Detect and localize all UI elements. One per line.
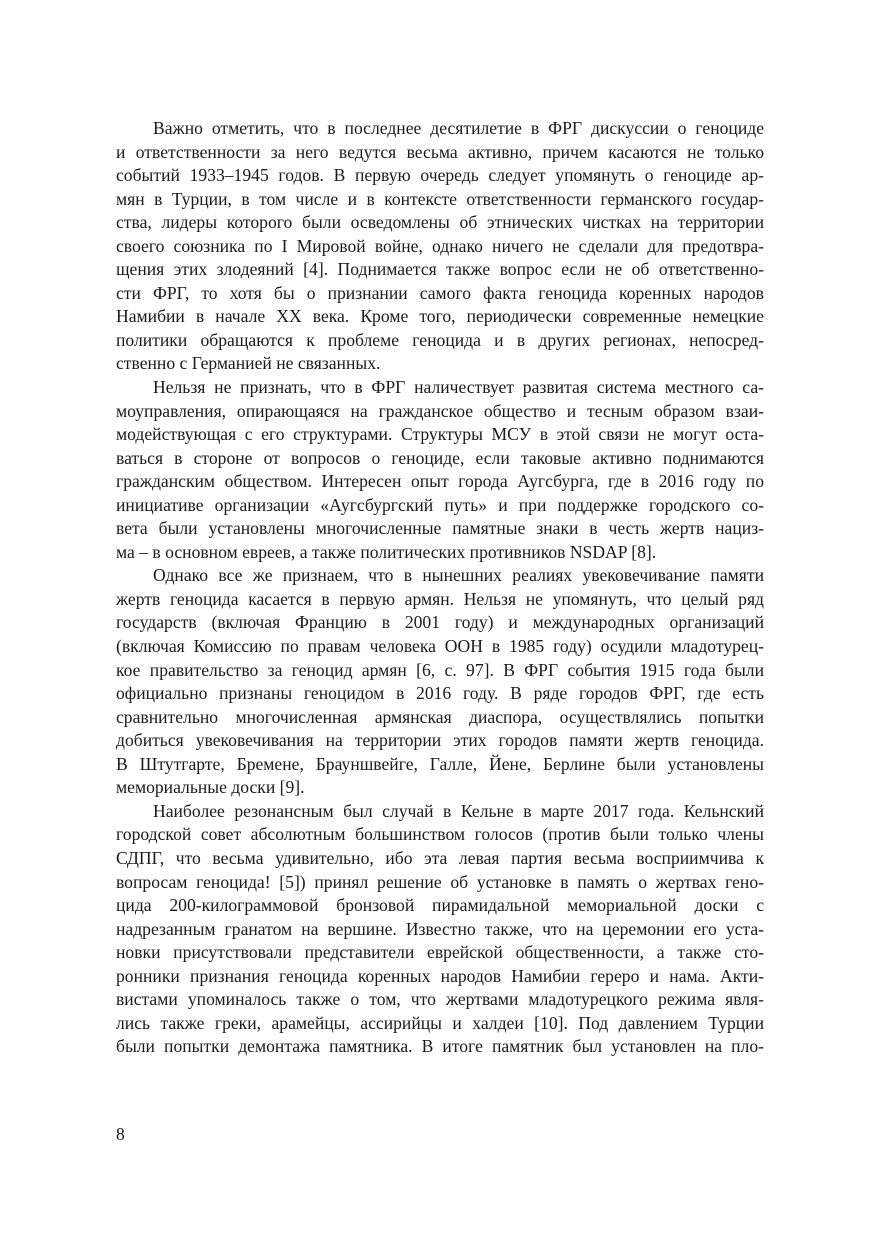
text-line: городской совет абсолютным большинством голосов (против были только члены: [116, 824, 764, 845]
text-line: В Штутгарте, Бремене, Брауншвейге, Галле, Йене, Берлине были установлены: [116, 753, 764, 774]
text-line: Важно отметить, что в последнее десятилетие в ФРГ дискуссии о геноциде: [153, 118, 764, 138]
text-line: сти ФРГ, то хотя бы о признании самого факта геноцида коренных народов: [116, 282, 764, 303]
text-line: кое правительство за геноцид армян [6, с. 97]. В ФРГ события 1915 года были: [116, 659, 764, 680]
text-line: политики обращаются к проблеме геноцида и в других регионах, непосред-: [116, 329, 764, 350]
text-line: Нельзя не признать, что в ФРГ наличествует развитая система местного са-: [153, 377, 764, 398]
text-line: вистами упоминалось также о том, что жертвами младотурецкого режима явля-: [116, 989, 764, 1010]
text-line: ства, лидеры которого были осведомлены об этнических чистках на территории: [116, 212, 764, 233]
text-line: сравнительно многочисленная армянская диаспора, осуществлялись попытки: [116, 706, 764, 727]
text-line: лись также греки, арамейцы, ассирийцы и халдеи [10]. Под давлением Турции: [116, 1012, 764, 1033]
text-line: Намибии в начале XX века. Кроме того, периодически современные немецкие: [116, 306, 764, 327]
text-line: (включая Комиссию по правам человека ООН в 1985 году) осудили младотурец-: [116, 636, 764, 657]
text-line: ронники признания геноцида коренных народов Намибии гереро и нама. Акти-: [116, 965, 764, 986]
text-line: событий 1933–1945 годов. В первую очередь следует упомянуть о геноциде ар-: [116, 165, 764, 186]
page-number: 8: [116, 1124, 125, 1144]
text-line: жертв геноцида касается в первую армян. Нельзя не упомянуть, что целый ряд: [116, 588, 764, 609]
text-line: гражданским обществом. Интересен опыт города Аугсбурга, где в 2016 году по: [116, 471, 764, 492]
text-line: ма – в основном евреев, а также политических противников NSDAP [8].: [116, 541, 657, 562]
text-line: вопросам геноцида! [5]) принял решение об установке в память о жертвах гено-: [116, 871, 764, 892]
text-line: инициативе организации «Аугсбургский путь» и при поддержке городского со-: [116, 494, 764, 515]
text-line: СДПГ, что весьма удивительно, ибо эта левая партия весьма восприимчива к: [116, 847, 764, 868]
text-line: моуправления, опирающаяся на гражданское общество и тесным образом взаи-: [116, 400, 764, 421]
body-text: [116, 117, 764, 1059]
text-line: государств (включая Францию в 2001 году) и международных организаций: [116, 612, 764, 633]
text-line: щения этих злодеяний [4]. Поднимается также вопрос если не об ответственно-: [116, 259, 764, 280]
text-line: своего союзника по I Мировой войне, однако ничего не сделали для предотвра-: [116, 235, 764, 256]
text-line: мемориальные доски [9].: [116, 777, 305, 798]
text-line: официально признаны геноцидом в 2016 году. В ряде городов ФРГ, где есть: [116, 683, 764, 704]
text-line: ваться в стороне от вопросов о геноциде, если таковые активно поднимаются: [116, 447, 764, 468]
text-line: модействующая с его структурами. Структуры МСУ в этой связи не могут оста-: [116, 424, 764, 445]
text-line: вета были установлены многочисленные памятные знаки в честь жертв нациз-: [116, 518, 764, 539]
text-line: были попытки демонтажа памятника. В итоге памятник был установлен на пло-: [116, 1036, 764, 1057]
text-line: новки присутствовали представители еврейской общественности, а также сто-: [116, 942, 764, 963]
text-line: Однако все же признаем, что в нынешних реалиях увековечивание памяти: [153, 565, 764, 586]
text-line: и ответственности за него ведутся весьма активно, причем касаются не только: [116, 141, 764, 162]
text-line: мян в Турции, в том числе и в контексте ответственности германского государ-: [116, 188, 764, 209]
text-line: ственно с Германией не связанных.: [116, 353, 381, 374]
text-line: Наиболее резонансным был случай в Кельне в марте 2017 года. Кельнский: [153, 800, 764, 821]
text-line: надрезанным гранатом на вершине. Известно также, что на церемонии его уста-: [116, 918, 764, 939]
text-line: добиться увековечивания на территории этих городов памяти жертв геноцида.: [116, 730, 764, 751]
text-line: цида 200-килограммовой бронзовой пирамидальной мемориальной доски с: [116, 895, 764, 916]
